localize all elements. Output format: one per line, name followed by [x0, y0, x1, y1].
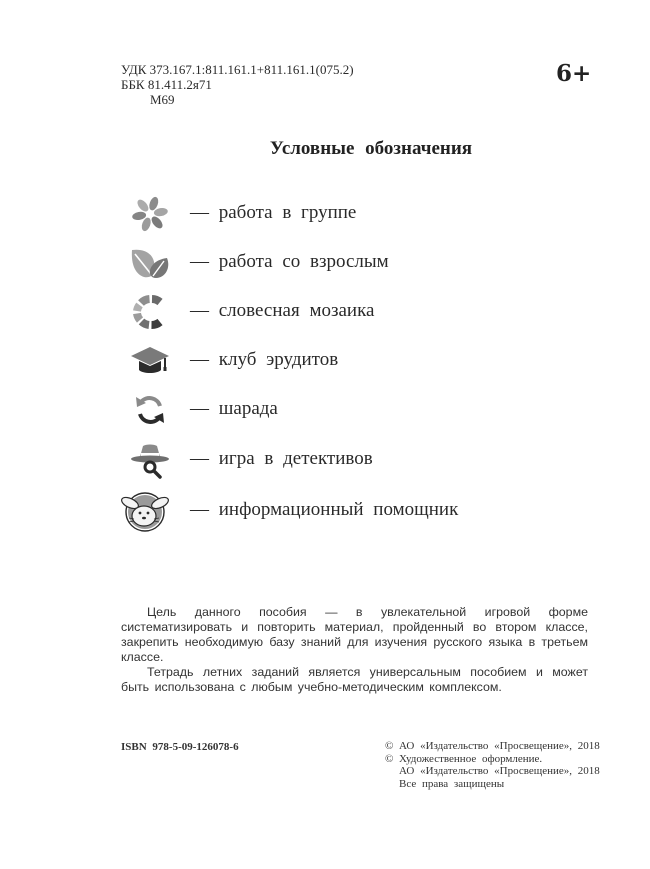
copyright-text: АО «Издательство «Просвещение», 2018	[399, 765, 600, 777]
age-rating: 6+	[556, 60, 592, 87]
legend-label	[190, 202, 356, 224]
legend-dash: —	[190, 251, 209, 272]
legend-label-text: работа со взрослым	[218, 251, 389, 272]
legend-item-charade	[125, 388, 545, 432]
legend-item-info-helper	[125, 489, 545, 533]
legend-label	[190, 300, 374, 322]
copyright-line	[385, 753, 600, 766]
legend-item-word-mosaic	[125, 290, 545, 334]
legend-dash: —	[190, 398, 209, 419]
legend-label	[190, 251, 389, 273]
copyright-line	[385, 778, 600, 791]
description-paragraph: Тетрадь летних заданий является универсальным пособием и может быть использована с любым учебно-методическим комплексом.	[121, 665, 588, 694]
legend-label	[190, 398, 278, 420]
rights-reserved: Все права защищены	[399, 777, 505, 790]
legend-label-text: клуб эрудитов	[218, 349, 339, 370]
leaves-icon	[125, 241, 175, 285]
legend-label	[190, 448, 373, 470]
legend-label	[190, 349, 338, 371]
udk-code: УДК 373.167.1:811.161.1+811.161.1(075.2)	[121, 62, 354, 77]
page-title: Условные обозначения	[269, 138, 473, 159]
bunny-helper-icon	[120, 489, 170, 533]
copyright-spacer	[385, 765, 399, 778]
segmented-c-icon	[125, 290, 175, 334]
isbn: ISBN 978-5-09-126078-6	[121, 741, 239, 753]
legend-item-adult-work	[125, 241, 545, 285]
legend-label	[190, 499, 458, 521]
copyright-block	[385, 740, 600, 790]
legend-dash: —	[190, 448, 209, 469]
legend-label-text: шарада	[218, 398, 278, 419]
legend-label-text: словесная мозаика	[218, 300, 375, 321]
legend-label-text: работа в группе	[218, 202, 357, 223]
bbk-code: ББК 81.411.2я71	[121, 77, 212, 92]
description	[121, 605, 588, 695]
legend-label-text: игра в детективов	[218, 448, 373, 469]
copyright-spacer	[385, 778, 399, 791]
refresh-arrows-icon	[125, 388, 175, 432]
copyright-text: Художественное оформление.	[399, 752, 543, 765]
legend-dash: —	[190, 499, 209, 520]
legend-item-group-work	[125, 192, 545, 236]
copyright-line	[385, 765, 600, 778]
detective-hat-magnifier-icon	[125, 438, 175, 482]
description-paragraph: Цель данного пособия — в увлекательной игровой форме систематизировать и повторить материал, пройденный во втором классе, закрепить необходимую базу знаний для изучения русского языка в третьем классе.	[121, 605, 588, 664]
legend-item-detective-game	[125, 438, 545, 482]
legend-dash: —	[190, 202, 209, 223]
legend-label-text: информационный помощник	[218, 499, 459, 520]
author-mark: М69	[150, 92, 175, 107]
legend-item-erudite-club	[125, 339, 545, 383]
copyright-icon: ©	[385, 740, 394, 752]
graduation-cap-icon	[125, 339, 175, 383]
flower-group-icon	[125, 192, 175, 236]
copyright-text: АО «Издательство «Просвещение», 2018	[399, 740, 600, 752]
copyright-icon: ©	[385, 752, 394, 765]
legend-dash: —	[190, 349, 209, 370]
copyright-line	[385, 740, 600, 753]
bibliographic-info	[121, 62, 354, 107]
legend-dash: —	[190, 300, 209, 321]
